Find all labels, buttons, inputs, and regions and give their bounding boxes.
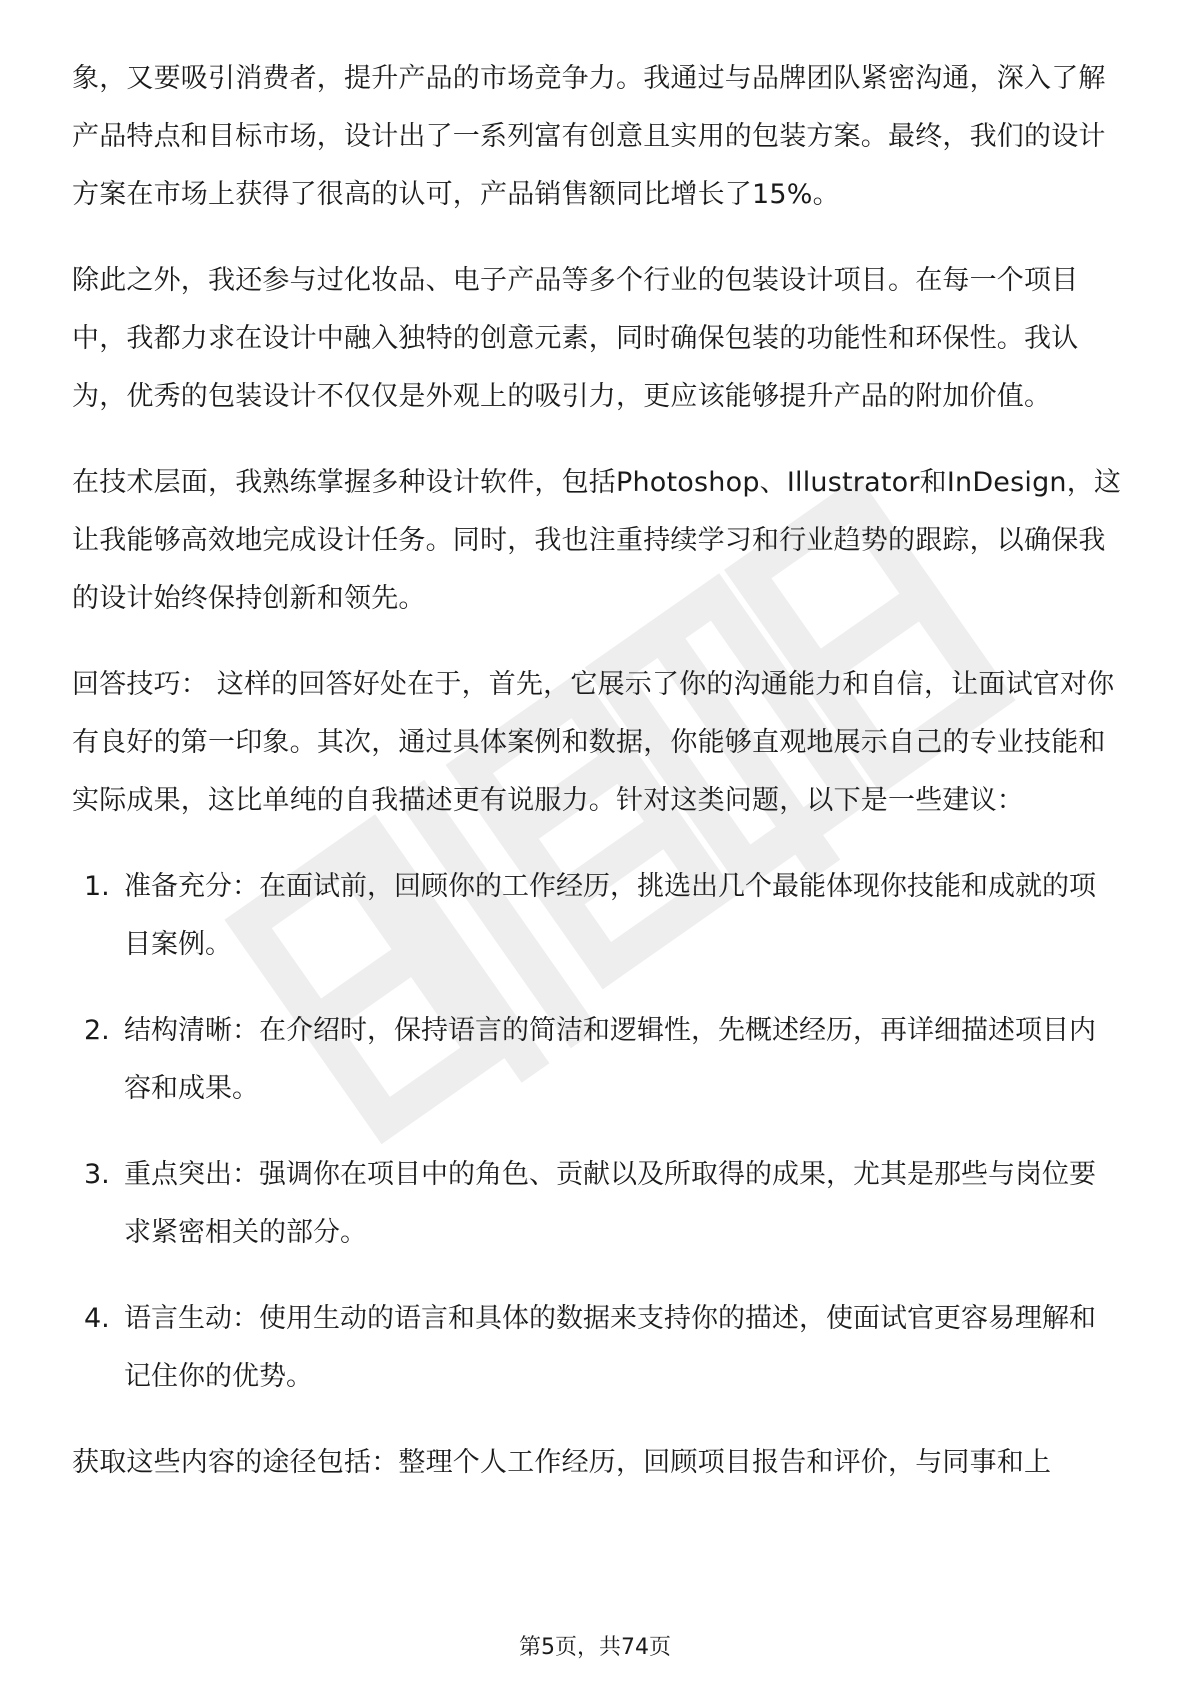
list-item [72, 1146, 1122, 1262]
tips-list [72, 858, 1122, 1406]
page-number-footer: 第5页，共74页 [519, 1635, 671, 1660]
list-item-number: 3. [84, 1159, 110, 1190]
list-item-number: 1. [84, 871, 110, 902]
list-item [72, 1290, 1122, 1406]
paragraph-technical-skills: 在技术层面，我熟练掌握多种设计软件，包括Photoshop、Illustrator和InDesign，这让我能够高效地完成设计任务。同时，我也注重持续学习和行业趋势的跟踪，以确保我的设计始终保持创新和领先。 [72, 467, 1122, 614]
list-item-number: 2. [84, 1015, 110, 1046]
paragraph-answer-tips: 回答技巧： 这样的回答好处在于，首先，它展示了你的沟通能力和自信，让面试官对你有良好的第一印象。其次，通过具体案例和数据，你能够直观地展示自己的专业技能和实际成果，这比单纯的自我描述更有说服力。针对这类问题，以下是一些建议： [72, 669, 1115, 816]
list-item [72, 1002, 1122, 1118]
list-item-text: 准备充分：在面试前，回顾你的工作经历，挑选出几个最能体现你技能和成就的项目案例。 [124, 871, 1096, 960]
list-item-text: 语言生动：使用生动的语言和具体的数据来支持你的描述，使面试官更容易理解和记住你的优势。 [124, 1303, 1096, 1392]
list-item [72, 858, 1122, 974]
paragraph-intro-result: 象，又要吸引消费者，提升产品的市场竞争力。我通过与品牌团队紧密沟通，深入了解产品特点和目标市场，设计出了一系列富有创意且实用的包装方案。最终，我们的设计方案在市场上获得了很高的认可，产品销售额同比增长了15%。 [72, 63, 1106, 210]
list-item-text: 重点突出：强调你在项目中的角色、贡献以及所取得的成果，尤其是那些与岗位要求紧密相关的部分。 [124, 1159, 1096, 1248]
paragraph-other-projects: 除此之外，我还参与过化妆品、电子产品等多个行业的包装设计项目。在每一个项目中，我都力求在设计中融入独特的创意元素，同时确保包装的功能性和环保性。我认为，优秀的包装设计不仅仅是外观上的吸引力，更应该能够提升产品的附加价值。 [72, 265, 1079, 412]
paragraph-sources: 获取这些内容的途径包括：整理个人工作经历，回顾项目报告和评价，与同事和上 [72, 1447, 1052, 1478]
list-item-number: 4. [84, 1303, 110, 1334]
document-body [72, 50, 1122, 1520]
list-item-text: 结构清晰：在介绍时，保持语言的简洁和逻辑性，先概述经历，再详细描述项目内容和成果。 [124, 1015, 1096, 1104]
